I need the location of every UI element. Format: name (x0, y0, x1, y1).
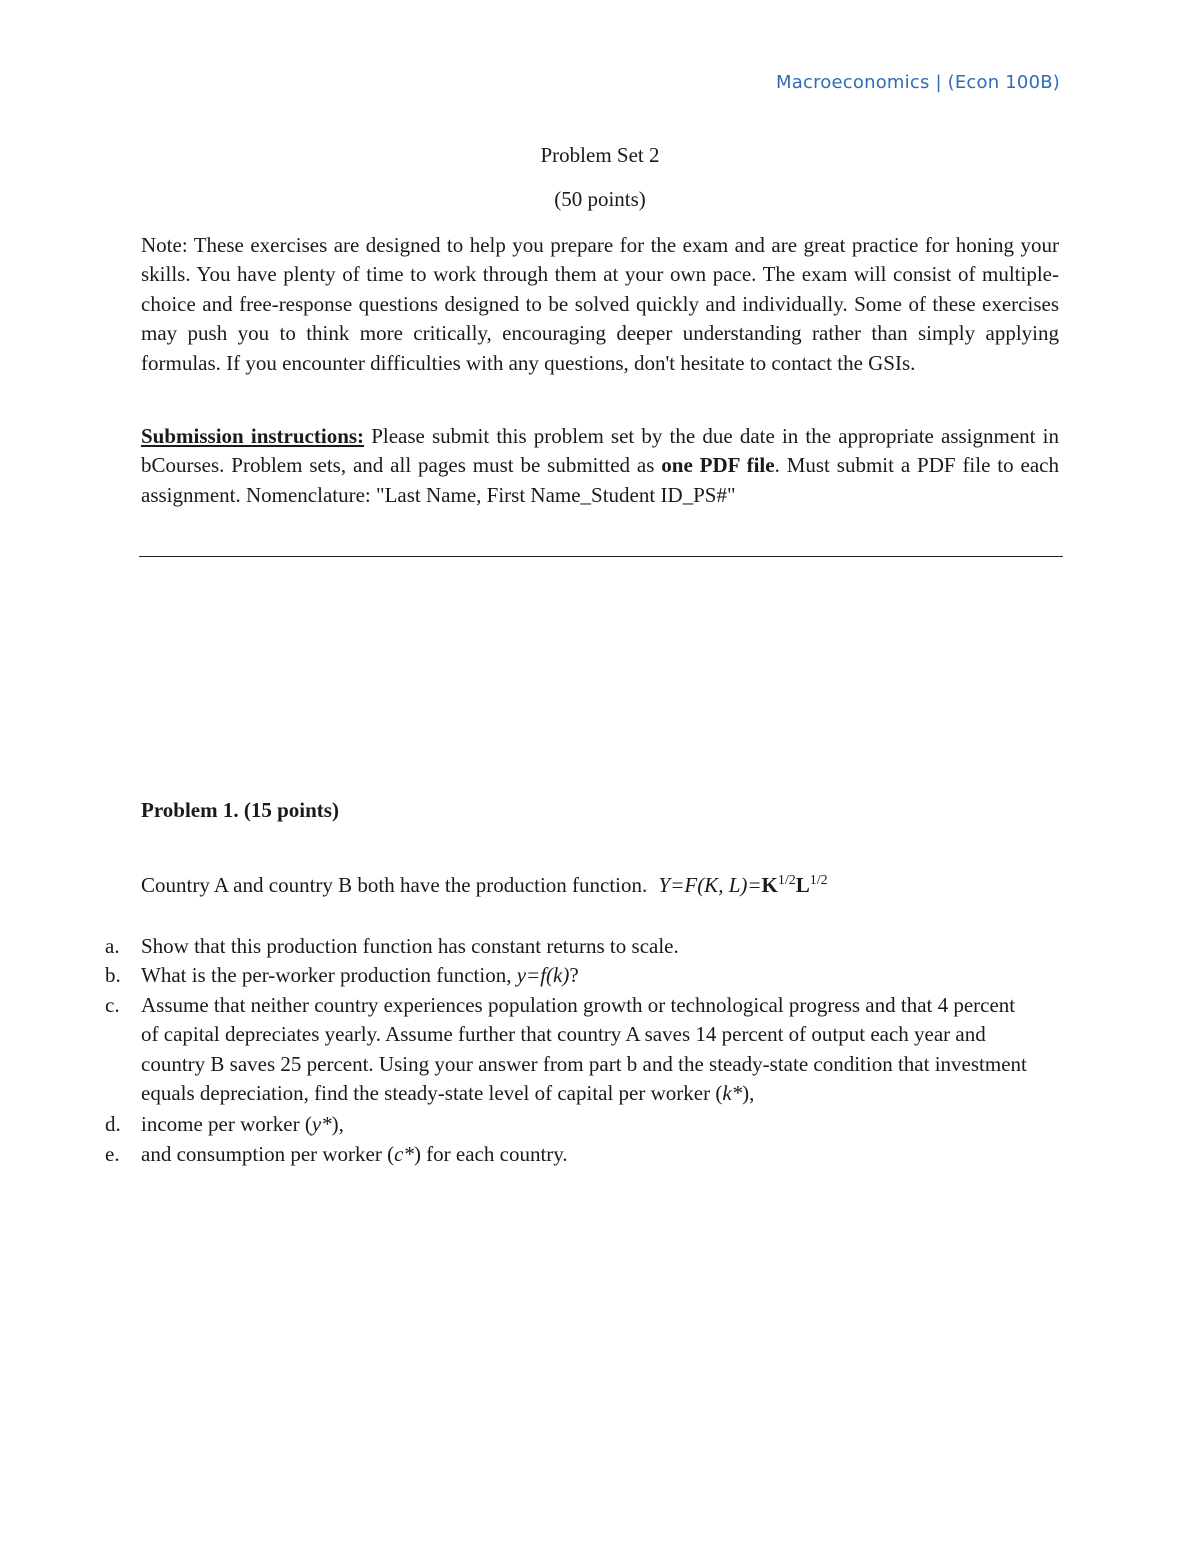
item-math: y* (311, 1112, 332, 1137)
submission-text-1: Please submit this problem set by the due date in the appropriate assignment in bCourses. Problem sets, and all pages must be submitted as (141, 424, 1059, 478)
formula-l-exponent: 1/2 (809, 873, 828, 888)
item-text (141, 1110, 1031, 1139)
item-text-before: income per worker ( (141, 1112, 312, 1137)
submission-text-2: . Must submit a PDF file to each assignment. Nomenclature: "Last Name, First Name_Student ID_PS#" (141, 453, 1059, 507)
item-letter: d. (105, 1112, 121, 1137)
formula-k: K (761, 873, 778, 897)
list-item (105, 1110, 1065, 1139)
item-text-after: ? (569, 963, 579, 988)
item-text (141, 1140, 1031, 1169)
item-letter: b. (105, 963, 121, 988)
item-text (141, 991, 1031, 1109)
list-item (105, 932, 1065, 961)
item-text-before: and consumption per worker ( (141, 1141, 395, 1166)
list-item (105, 1140, 1065, 1169)
item-math: k* (722, 1081, 743, 1106)
list-item (105, 961, 1065, 990)
submission-paragraph (141, 422, 1059, 510)
problem-1-heading: Problem 1. (15 points) (141, 798, 339, 822)
item-letter: e. (105, 1141, 120, 1166)
running-header: Macroeconomics | (Econ 100B) (776, 72, 1060, 93)
item-text-before: Assume that neither country experiences population growth or technological progress and that 4 percent of capital depreciates yearly. Assume further that country A saves 14 percent of output each year and country B saves 25 percent. Using your answer from part b and the steady-state condition that investment equals depreciation, find the steady-state level of capital per worker ( (141, 992, 1027, 1106)
production-function-formula (659, 873, 828, 897)
item-text-after: ) for each country. (413, 1141, 568, 1166)
formula-k-exponent: 1/2 (777, 873, 796, 888)
list-item (105, 991, 1065, 1109)
item-math: y=f(k) (516, 963, 570, 988)
submission-label: Submission instructions: (141, 424, 365, 448)
item-text: Show that this production function has constant returns to scale. (141, 934, 679, 958)
problem-1-intro (141, 873, 828, 898)
item-text-after: ), (742, 1081, 755, 1106)
total-points: (50 points) (554, 187, 646, 211)
note-paragraph: Note: These exercises are designed to help you prepare for the exam and are great practice for honing your skills. You have plenty of time to work through them at your own pace. The exam will consist of multiple-choice and free-response questions designed to be solved quickly and individually. Some of these exercises may push you to think more critically, encouraging deeper understanding rather than simply applying formulas. If you encounter difficulties with any questions, don't hesitate to contact the GSIs. (141, 233, 1059, 375)
page-title: Problem Set 2 (540, 143, 660, 167)
item-text-after: ), (331, 1112, 344, 1137)
item-letter: a. (105, 934, 120, 958)
item-math: c* (394, 1141, 414, 1166)
horizontal-divider (139, 556, 1063, 557)
submission-bold: one PDF file (661, 453, 775, 478)
formula-lhs: Y=F(K, L)= (658, 873, 762, 897)
item-letter: c. (105, 992, 120, 1017)
item-text-before: What is the per-worker production function, (141, 963, 517, 988)
problem-1-items (105, 932, 1065, 1169)
intro-text: Country A and country B both have the production function. (141, 873, 648, 897)
formula-l: L (795, 873, 810, 897)
item-text (141, 961, 1031, 990)
